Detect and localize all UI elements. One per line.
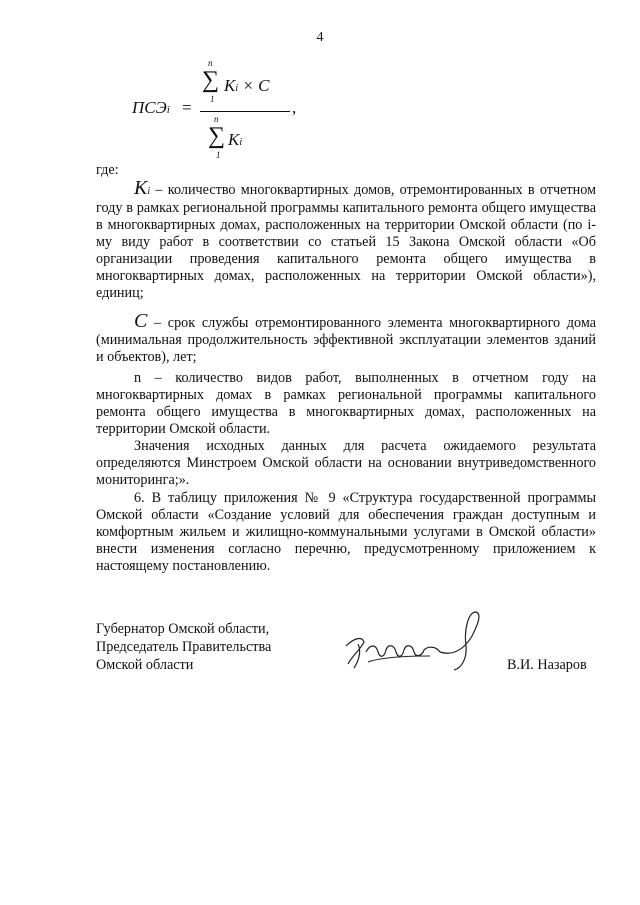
- paragraph-6-text: 6. В таблицу приложения № 9 «Структура государственной программы Омской области «Создание условий для обеспечения граждан доступным и комфортным жильем и жилищно-коммунальными услугами в Омской области» внести изменения согласно перечню, предусмотренному приложением к настоящему постановлению.: [96, 490, 596, 574]
- symbol-k: Ki: [134, 177, 151, 199]
- denominator-lower-limit: 1: [216, 150, 221, 160]
- definition-k-text: – количество многоквартирных домов, отремонтированных в отчетном году в рамках региональной программы капитального ремонта общего имущества в многоквартирных домах, расположенных на территории Омской области (по i-му виду работ в соответствии со статьей 15 Закона Омской области «Об организации проведения капитального ремонта общего имущества в многоквартирных домах, расположенных на территории Омской области»), единиц;: [96, 182, 597, 301]
- signatory-title: [96, 620, 271, 674]
- signatory-name: В.И. Назаров: [507, 657, 587, 673]
- symbol-c: C: [134, 310, 148, 332]
- signatory-line-1: Губернатор Омской области,: [96, 621, 270, 637]
- handwritten-signature: [340, 606, 500, 676]
- signatory-line-3: Омской области: [96, 657, 194, 673]
- definition-k: [96, 177, 597, 302]
- numerator-term: Ki × C: [224, 76, 270, 95]
- paragraph-6: [96, 490, 596, 575]
- formula-comma: ,: [292, 98, 297, 117]
- denominator-term: Ki: [228, 130, 243, 149]
- definition-n-text: n – количество видов работ, выполненных в отчетном году на многоквартирных домах в рамках региональной программы капитального ремонта общего имущества в многоквартирных домах, расположенных на территории Омской области.: [96, 370, 596, 437]
- denominator-sum-sign: ∑: [208, 123, 226, 149]
- numerator-upper-limit: n: [208, 58, 213, 68]
- formula: [132, 56, 332, 166]
- definition-n: [96, 370, 596, 438]
- paragraph-values-text: Значения исходных данных для расчета ожидаемого результата определяются Минстроем Омской области на основании внутриведомственного мониторинга;».: [96, 438, 596, 488]
- numerator-sum-sign: ∑: [202, 67, 220, 93]
- page-number: 4: [316, 30, 324, 45]
- paragraph-values: [96, 438, 596, 489]
- numerator-lower-limit: 1: [210, 94, 215, 104]
- where-label: где:: [96, 162, 119, 178]
- signatory-line-2: Председатель Правительства: [96, 639, 272, 655]
- denominator-upper-limit: n: [214, 114, 219, 124]
- fraction-bar: [200, 111, 290, 112]
- formula-equals: =: [182, 98, 192, 117]
- formula-lhs: ПСЭi: [132, 98, 170, 117]
- definition-c-text: – срок службы отремонтированного элемента многоквартирного дома (минимальная продолжительность эффективной эксплуатации элементов зданий и объектов), лет;: [96, 315, 597, 365]
- definition-c: [96, 310, 597, 366]
